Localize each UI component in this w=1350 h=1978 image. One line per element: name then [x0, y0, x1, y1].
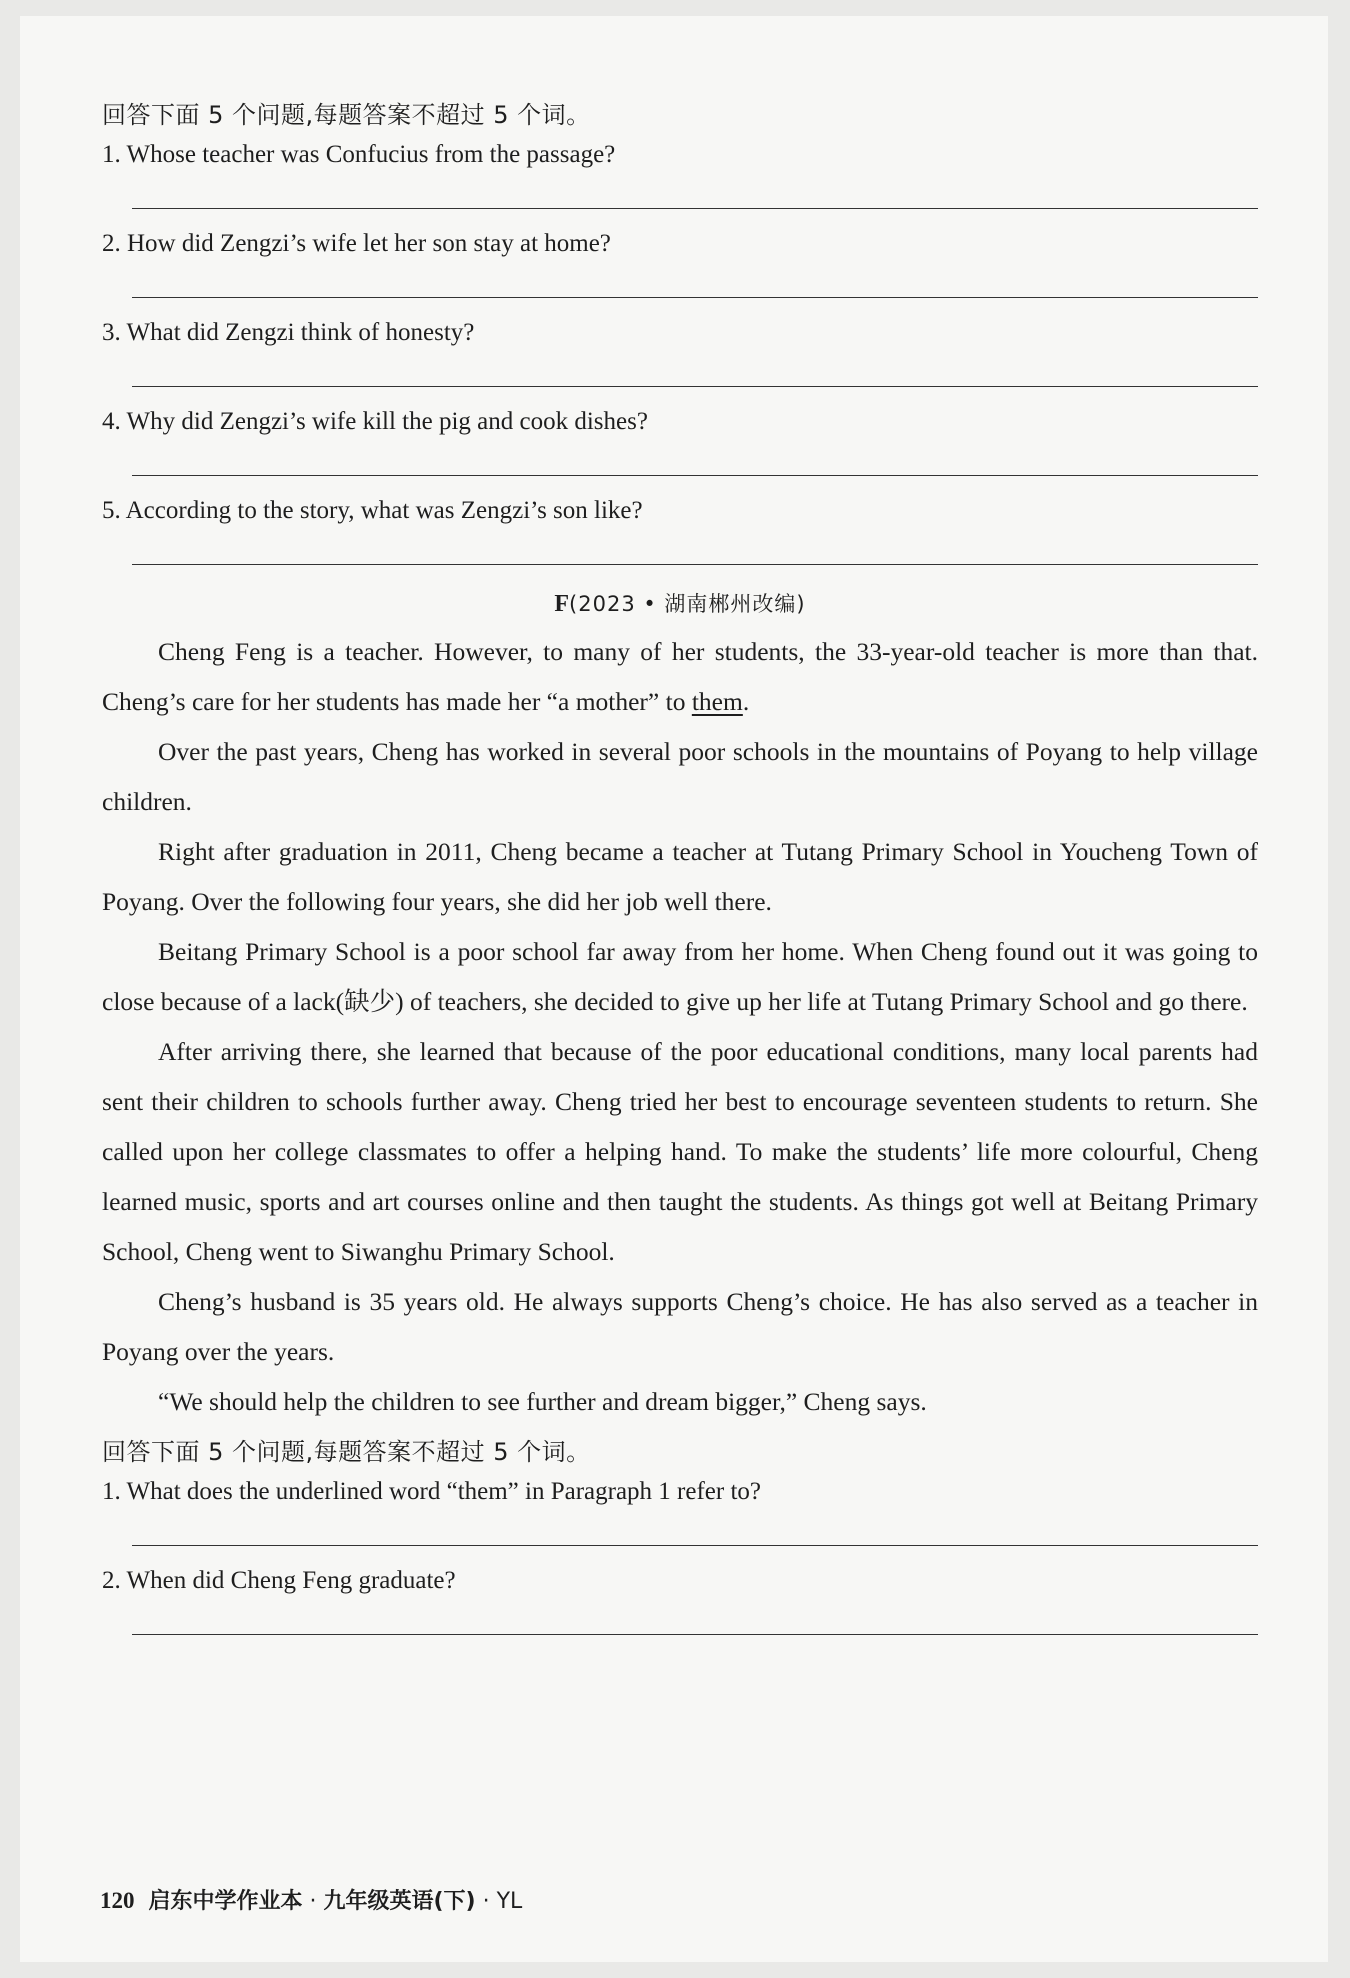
edition-code: YL	[496, 1889, 523, 1914]
footer-separator-2: ·	[475, 1889, 497, 1914]
answer-line-e1[interactable]	[132, 208, 1258, 209]
answer-line-e2[interactable]	[132, 297, 1258, 298]
answer-line-e4[interactable]	[132, 475, 1258, 476]
answer-line-f1[interactable]	[132, 1545, 1258, 1546]
question-f2: 2. When did Cheng Feng graduate?	[102, 1567, 456, 1594]
section-f-title	[102, 589, 1258, 619]
paragraph-5: After arriving there, she learned that because of the poor educational conditions, many local parents had sent their children to schools further away. Cheng tried her best to encourage seventeen students to return. She called upon her college classmates to offer a helping hand. To make the students’ life more colourful, Cheng learned music, sports and art courses online and then taught the students. As things got well at Beitang Primary School, Cheng went to Siwanghu Primary School.	[102, 1037, 1258, 1266]
question-e2: 2. How did Zengzi’s wife let her son stay at home?	[102, 230, 611, 257]
grade-subject: 九年级英语(下)	[323, 1889, 476, 1914]
answer-line-e3[interactable]	[132, 386, 1258, 387]
footer-separator: ·	[302, 1889, 324, 1914]
section-letter: F	[554, 591, 570, 617]
paragraph-3: Right after graduation in 2011, Cheng became a teacher at Tutang Primary School in Youcheng Town of Poyang. Over the following four years, she did her job well there.	[102, 837, 1258, 916]
instruction-f: 回答下面 5 个问题,每题答案不超过 5 个词。	[102, 1438, 591, 1466]
paragraph-4: Beitang Primary School is a poor school far away from her home. When Cheng found out it was going to close because of a lack(缺少) of teachers, she decided to give up her life at Tutang Primary School and go there.	[102, 937, 1258, 1016]
paragraph-1	[102, 627, 1258, 727]
paragraph-6: Cheng’s husband is 35 years old. He always supports Cheng’s choice. He has also served as a teacher in Poyang over the years.	[102, 1287, 1258, 1366]
paragraph-2: Over the past years, Cheng has worked in several poor schools in the mountains of Poyang to help village children.	[102, 737, 1258, 816]
page-footer	[100, 1884, 522, 1915]
paragraph-7: “We should help the children to see further and dream bigger,” Cheng says.	[158, 1387, 927, 1416]
question-f1: 1. What does the underlined word “them” in Paragraph 1 refer to?	[102, 1478, 762, 1505]
underlined-word: them	[691, 687, 743, 716]
content	[102, 100, 1258, 1635]
question-e3: 3. What did Zengzi think of honesty?	[102, 319, 475, 346]
paragraph-1-text: Cheng Feng is a teacher. However, to many of her students, the 33-year-old teacher is more than that. Cheng’s care for her students has made her “a mother” to	[102, 637, 1258, 716]
page-number: 120	[100, 1888, 135, 1913]
answer-line-e5[interactable]	[132, 564, 1258, 565]
passage	[102, 627, 1258, 1427]
answer-line-f2[interactable]	[132, 1634, 1258, 1635]
question-e5: 5. According to the story, what was Zengzi’s son like?	[102, 497, 643, 524]
question-e4: 4. Why did Zengzi’s wife kill the pig and cook dishes?	[102, 408, 648, 435]
book-title: 启东中学作业本	[148, 1889, 303, 1914]
section-source: (2023 • 湖南郴州改编)	[569, 592, 806, 616]
question-e1: 1. Whose teacher was Confucius from the passage?	[102, 141, 616, 168]
instruction-e: 回答下面 5 个问题,每题答案不超过 5 个词。	[102, 101, 591, 129]
paragraph-1-end: .	[742, 687, 750, 716]
